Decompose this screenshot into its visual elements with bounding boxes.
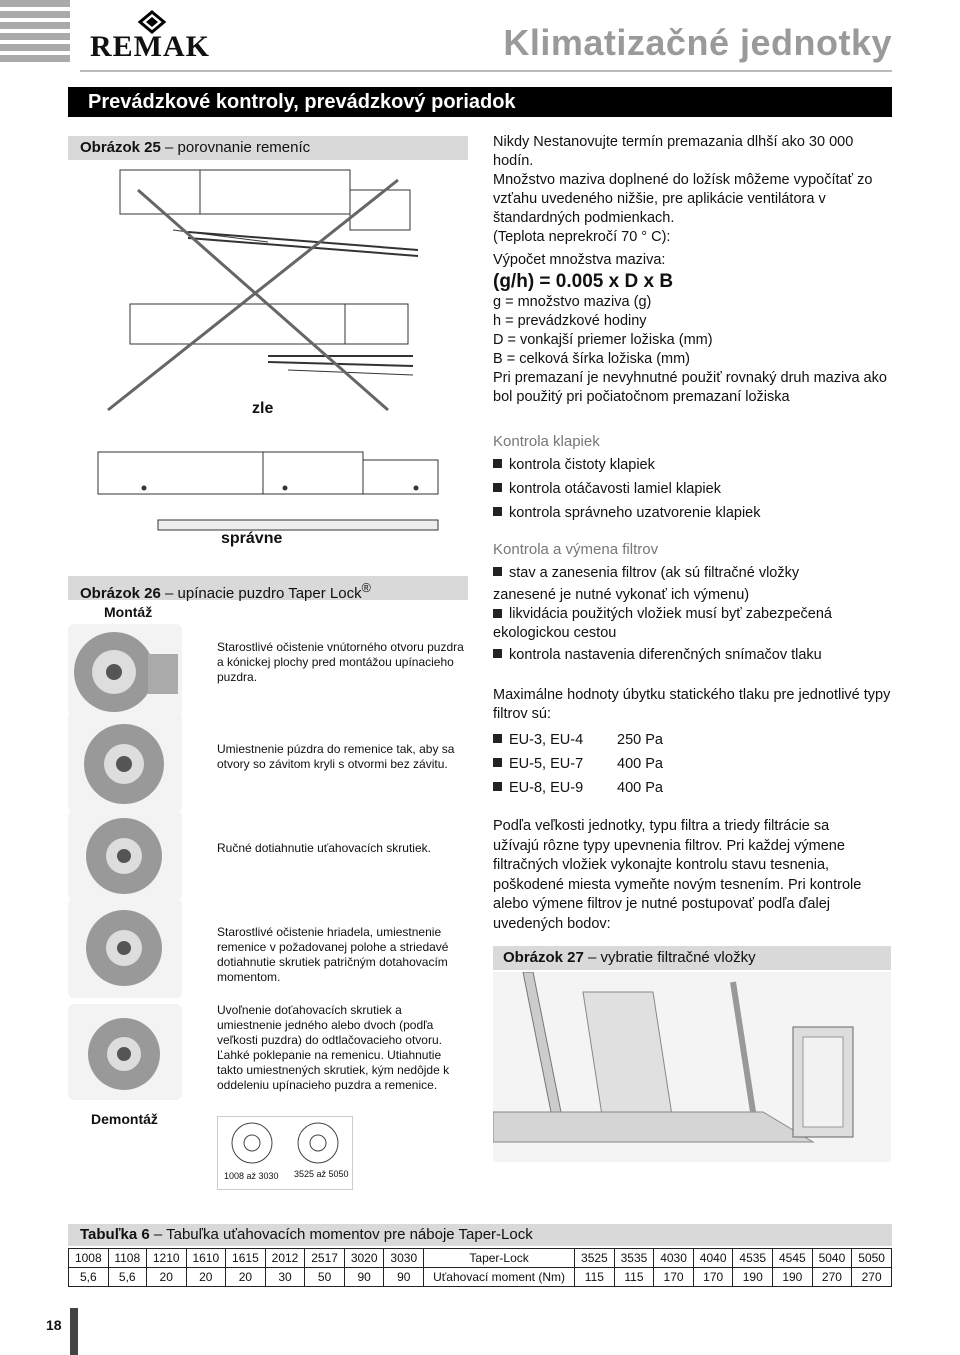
table-cell: 3020 [344,1249,384,1268]
flaps-section [493,432,893,525]
figure-26-caption-text: – upínacie puzdro Taper Lock [165,585,362,602]
table-cell: 3535 [614,1249,654,1268]
figure-25-caption [68,136,468,160]
table-cell: 5,6 [69,1268,109,1287]
table-cell: 115 [575,1268,615,1287]
table-cell: 270 [852,1268,892,1287]
figure-27-image [493,972,891,1162]
def-b: B = celková šírka ložiska (mm) [493,351,691,367]
photo-step-2 [68,712,182,812]
flaps-item: kontrola otáčavosti lamiel klapiek [493,477,893,501]
table-cell: 270 [812,1268,852,1287]
def-g: g = množstvo maziva (g) [493,294,652,310]
bullet-icon [493,782,502,791]
figure-27-caption [493,946,891,970]
table-cell: 190 [733,1268,773,1287]
bullet-icon [493,649,502,658]
filters-item: stav a zanesenia filtrov (ak sú filtračné vložky [493,561,893,585]
pulley-comparison-drawing [68,160,468,552]
header-stripes [0,0,70,64]
table-6-caption-text: – Tabuľka uťahovacích momentov pre náboje Taper-Lock [153,1226,533,1243]
table-cell: 170 [654,1268,694,1287]
table-row-torque [69,1268,892,1287]
def-d: D = vonkajší priemer ložiska (mm) [493,332,713,348]
table-cell: Uťahovací moment (Nm) [424,1268,575,1287]
step-2-text: Umiestnenie púzdra do remenice tak, aby sa otvory so závitom kryli s otvormi bez závitu. [217,742,455,771]
table-cell: 2012 [265,1249,305,1268]
figure-27-label: Obrázok 27 [503,949,584,966]
table-cell: 3030 [384,1249,424,1268]
figure-27-caption-text: – vybratie filtračné vložky [588,949,756,966]
para-calc: Množstvo maziva doplnené do ložísk môžeme vypočítať zo vzťahu uvedeného nižšie, pre aplikácie ventilátora v štandardných podmienkach. [493,172,873,226]
header-divider [80,70,892,72]
para-filter-mounting: Podľa veľkosti jednotky, typu filtra a triedy filtrácie sa užívajú rôzne typy upevnenia filtrov. Pri každej výmene filtračných vložiek vykonajte kontrolu stavu tesnenia, poškodené miesta vymeňte novým tesnením. Pri kontrole alebo výmene filtrov je nutné postupovať podľa ďalej uvedených bodov: [493,818,862,932]
table-cell: 30 [265,1268,305,1287]
flaps-item: kontrola správneho uzatvorenie klapiek [493,501,893,525]
bullet-icon [493,567,502,576]
table-cell: 170 [693,1268,733,1287]
section-banner: Prevádzkové kontroly, prevádzkový poriadok [68,87,892,117]
figure-25-caption-text: – porovnanie remeníc [165,139,311,156]
label-correct: správne [221,530,283,547]
step-1-text: Starostlivé očistenie vnútorného otvoru puzdra a kónickej plochy pred montážou upínacieho puzdra. [217,640,464,684]
pulley-hands-icon [68,898,182,998]
table-cell: 5050 [852,1249,892,1268]
table-cell: 2517 [305,1249,345,1268]
table-cell: 5040 [812,1249,852,1268]
table-cell: 4030 [654,1249,694,1268]
figure-25-label: Obrázok 25 [80,139,161,156]
logo-text: REMAK [90,30,210,63]
pulley-hands-icon [68,810,182,900]
flaps-item: kontrola čistoty klapiek [493,453,893,477]
table-cell: 1610 [186,1249,226,1268]
table-6-caption [68,1224,892,1246]
table-cell: 1008 [69,1249,109,1268]
table-cell: 20 [146,1268,186,1287]
max-pressure-section [493,686,898,800]
torque-table [68,1248,892,1287]
filters-section [493,540,893,667]
lubrication-text [493,133,893,407]
pulley-hands-icon [68,624,182,716]
filters-item-cont: zanesené je nutné vykonať ich výmenu) [493,587,750,603]
flaps-heading: Kontrola klapiek [493,433,600,450]
para-same-grease: Pri premazaní je nevyhnutné použiť rovnaký druh maziva ako bol použitý pri počiatočnom premazaní ložiska [493,370,887,405]
bullet-icon [493,609,502,618]
table-cell: Taper-Lock [424,1249,575,1268]
table-cell: 50 [305,1268,345,1287]
remak-logo [90,10,250,62]
hub-diagram [217,1116,353,1190]
pulley-hands-icon [68,1004,182,1100]
max-pressure-text: Maximálne hodnoty úbytku statického tlaku pre jednotlivé typy filtrov sú: [493,687,891,722]
table-cell: 4535 [733,1249,773,1268]
hub-label-small: 1008 až 3030 [224,1171,279,1181]
table-row-hub [69,1249,892,1268]
step-5-text: Uvoľnenie doťahovacích skrutiek a umiestnenie jedného alebo dvoch (podľa veľkosti puzdra) do odtlačovacieho otvoru. Ľahké poklepanie na remenicu. Utiahnutie takto umiestnených skrutiek, kým nedôjde k oddeleniu upínacieho puzdra a remenice. [217,1003,450,1092]
hub-label-large: 3525 až 5050 [294,1169,349,1179]
lubricant-formula: (g/h) = 0.005 x D x B [493,271,674,292]
filters-item: kontrola nastavenia diferenčných snímačov tlaku [493,643,893,667]
def-h: h = prevádzkové hodiny [493,313,647,329]
table-cell: 1615 [226,1249,266,1268]
table-cell: 4545 [773,1249,813,1268]
filters-heading: Kontrola a výmena filtrov [493,541,659,558]
bullet-icon [493,459,502,468]
table-cell: 90 [344,1268,384,1287]
table-cell: 115 [614,1268,654,1287]
page-number: 18 [46,1317,62,1333]
para-temp: (Teplota neprekročí 70 ° C): [493,229,671,245]
hub-bolts-icon [218,1117,352,1169]
bullet-icon [493,758,502,767]
table-cell: 1108 [108,1249,146,1268]
para-calc-title: Výpočet množstva maziva: [493,252,666,268]
step-3-text: Ručné dotiahnutie uťahovacích skrutiek. [217,841,431,855]
bullet-icon [493,734,502,743]
figure-26-caption [68,576,468,600]
header-title: Klimatizačné jednotky [503,22,892,63]
photo-step-3 [68,810,182,900]
photo-step-5 [68,1004,182,1100]
bullet-icon [493,507,502,516]
para-interval: Nikdy Nestanovujte termín premazania dlhší ako 30 000 hodín. [493,134,854,169]
photo-step-4 [68,898,182,998]
label-wrong: zle [252,400,274,417]
table-cell: 20 [186,1268,226,1287]
bullet-icon [493,483,502,492]
dismount-label: Demontáž [91,1111,158,1127]
table-cell: 90 [384,1268,424,1287]
table-cell: 3525 [575,1249,615,1268]
figure-25 [68,136,468,552]
table-cell: 1210 [146,1249,186,1268]
figure-26-label: Obrázok 26 [80,585,161,602]
step-4-text: Starostlivé očistenie hriadela, umiestnenie remenice v požadovanej polohe a striedavé dotiahnutie skrutiek patričným dotahovacím momentom. [217,925,449,984]
table-cell: 5,6 [108,1268,146,1287]
table-6-label: Tabuľka 6 [80,1226,150,1243]
registered-mark: ® [361,581,371,595]
page-marker-bar [70,1308,78,1355]
filter-class-row: EU-3, EU-4 250 Pa [493,728,898,752]
filters-item: likvidácia použitých vložiek musí byť zabezpečená ekologickou cestou [493,606,832,641]
photo-step-1 [68,624,182,716]
filter-class-row: EU-8, EU-9 400 Pa [493,776,898,800]
table-cell: 20 [226,1268,266,1287]
filter-class-row: EU-5, EU-7 400 Pa [493,752,898,776]
table-cell: 190 [773,1268,813,1287]
mount-label: Montáž [104,604,153,620]
pulley-hands-icon [68,712,182,812]
filter-removal-icon [493,972,891,1162]
table-cell: 4040 [693,1249,733,1268]
